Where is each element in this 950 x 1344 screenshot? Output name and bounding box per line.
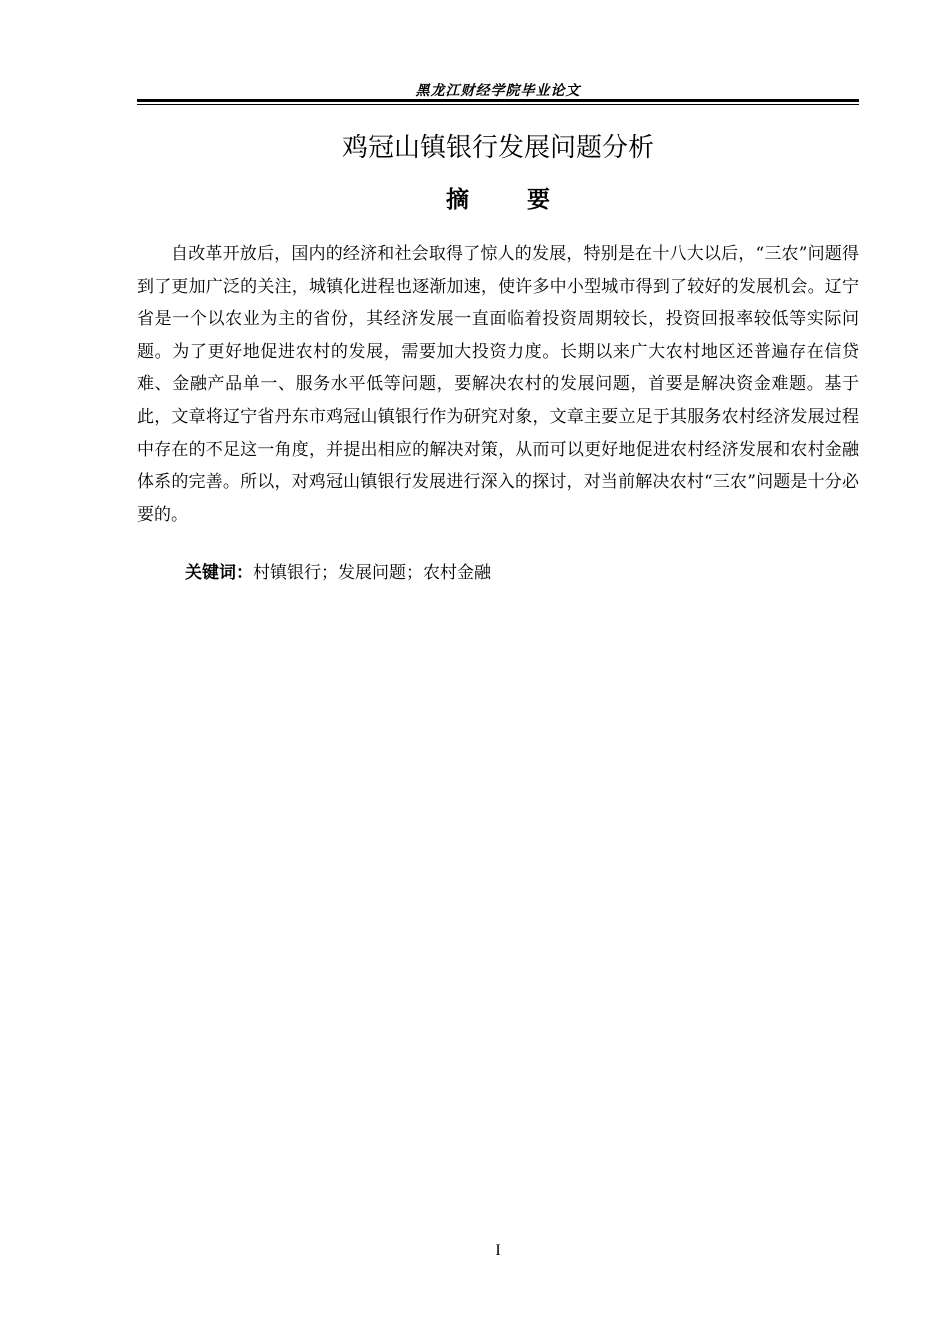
abstract-paragraph: 自改革开放后，国内的经济和社会取得了惊人的发展，特别是在十八大以后，“三农”问题得到了更加广泛的关注，城镇化进程也逐渐加速，使许多中小型城市得到了较好的发展机会。辽宁省是一个以农业为主的省份，其经济发展一直面临着投资周期较长，投资回报率较低等实际问题。为了更好地促进农村的发展，需要加大投资力度。长期以来广大农村地区还普遍存在信贷难、金融产品单一、服务水平低等问题，要解决农村的发展问题，首要是解决资金难题。基于此，文章将辽宁省丹东市鸡冠山镇银行作为研究对象，文章主要立足于其服务农村经济发展过程中存在的不足这一角度，并提出相应的解决对策，从而可以更好地促进农村经济发展和农村金融体系的完善。所以，对鸡冠山镇银行发展进行深入的探讨，对当前解决农村“三农”问题是十分必要的。	[137, 244, 859, 525]
abstract-heading-right: 要	[527, 187, 550, 213]
header-rule-thin	[137, 104, 859, 105]
thesis-title: 鸡冠山镇银行发展问题分析	[341, 133, 654, 163]
abstract-heading-left: 摘	[446, 187, 469, 213]
header-rule-thick	[137, 99, 859, 102]
keywords-line	[185, 559, 491, 587]
running-header: 黑龙江财经学院毕业论文	[415, 83, 581, 99]
page-number: I	[495, 1242, 501, 1259]
keywords-label: 关键词：	[185, 563, 253, 583]
abstract-heading	[137, 184, 859, 216]
keywords-text: 村镇银行；发展问题；农村金融	[253, 563, 491, 583]
